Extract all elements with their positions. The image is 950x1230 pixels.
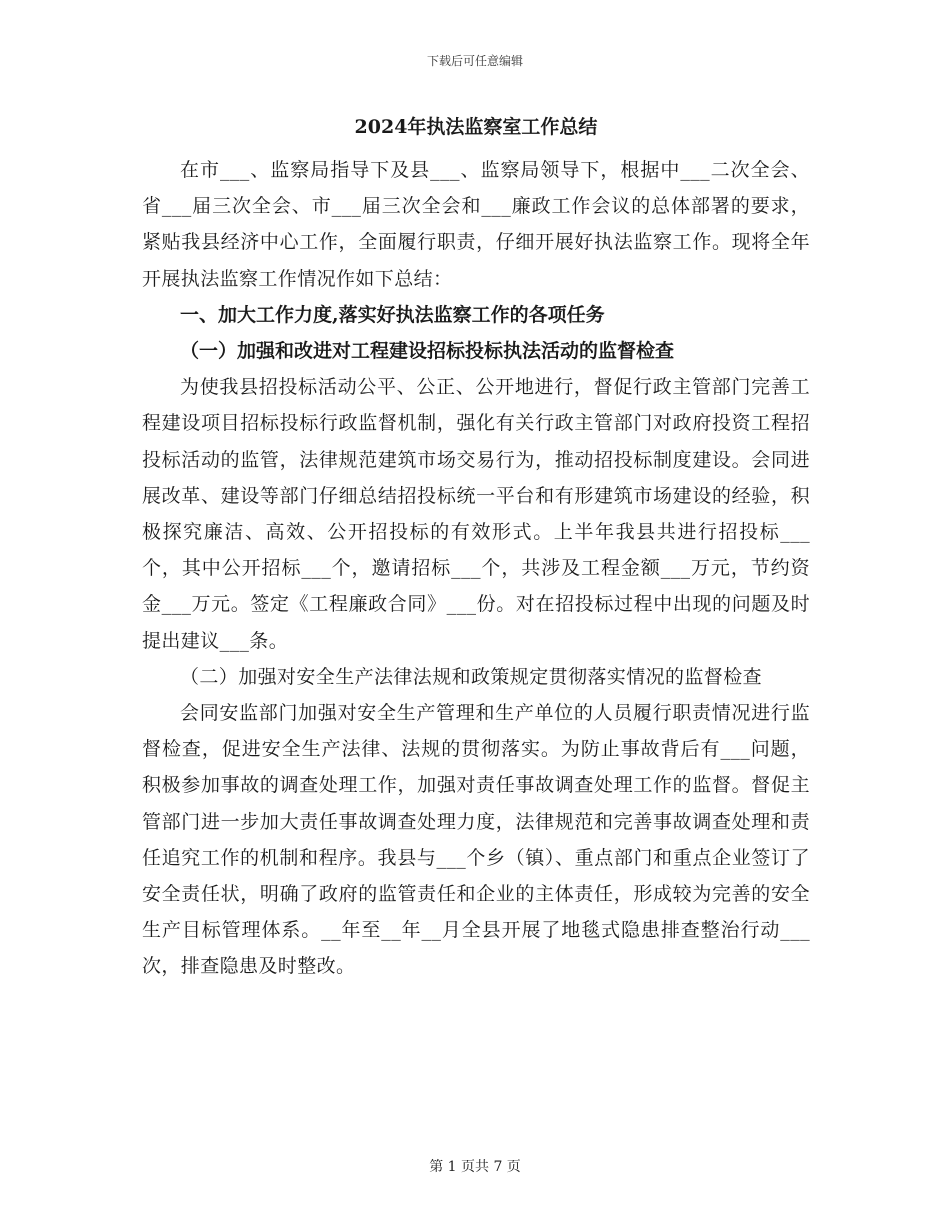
intro-paragraph: 在市___、监察局指导下及县___、监察局领导下，根据中___二次全会、省___届三次全会、市___届三次全会和___廉政工作会议的总体部署的要求，紧贴我县经济中心工作，全面履行职责，仔细开展好执法监察工作。现将全年开展执法监察工作情况作如下总结： bbox=[142, 159, 810, 290]
section-heading-1: 一、加大工作力度,落实好执法监察工作的各项任务 bbox=[180, 303, 605, 326]
document-body bbox=[142, 112, 810, 985]
document-title: 2024年执法监察室工作总结 bbox=[354, 116, 598, 138]
subsection-heading-1: （一）加强和改进对工程建设招标投标执法活动的监督检查 bbox=[180, 340, 675, 363]
subsection-heading-2: （二）加强对安全生产法律法规和政策规定贯彻落实情况的监督检查 bbox=[180, 665, 763, 688]
subsection-2-paragraph: 会同安监部门加强对安全生产管理和生产单位的人员履行职责情况进行监督检查，促进安全生产法律、法规的贯彻落实。为防止事故背后有___问题，积极参加事故的调查处理工作，加强对责任事故调查处理工作的监督。督促主管部门进一步加大责任事故调查处理力度，法律规范和完善事故调查处理和责任追究工作的机制和程序。我县与___个乡（镇）、重点部门和重点企业签订了安全责任状，明确了政府的监管责任和企业的主体责任，形成较为完善的安全生产目标管理体系。__年至__年__月全县开展了地毯式隐患排查整治行动___次，排查隐患及时整改。 bbox=[142, 702, 810, 978]
subsection-1-paragraph: 为使我县招投标活动公平、公正、公开地进行，督促行政主管部门完善工程建设项目招标投标行政监督机制，强化有关行政主管部门对政府投资工程招投标活动的监管，法律规范建筑市场交易行为，推动招投标制度建设。会同进展改革、建设等部门仔细总结招投标统一平台和有形建筑市场建设的经验，积极探究廉洁、高效、公开招投标的有效形式。上半年我县共进行招投标___个，其中公开招标___个，邀请招标___个，共涉及工程金额___万元，节约资金___万元。签定《工程廉政合同》___份。对在招投标过程中出现的问题及时提出建议___条。 bbox=[142, 376, 810, 652]
page-footer: 第 1 页共 7 页 bbox=[429, 1159, 521, 1175]
header-note: 下载后可任意编辑 bbox=[426, 54, 523, 68]
